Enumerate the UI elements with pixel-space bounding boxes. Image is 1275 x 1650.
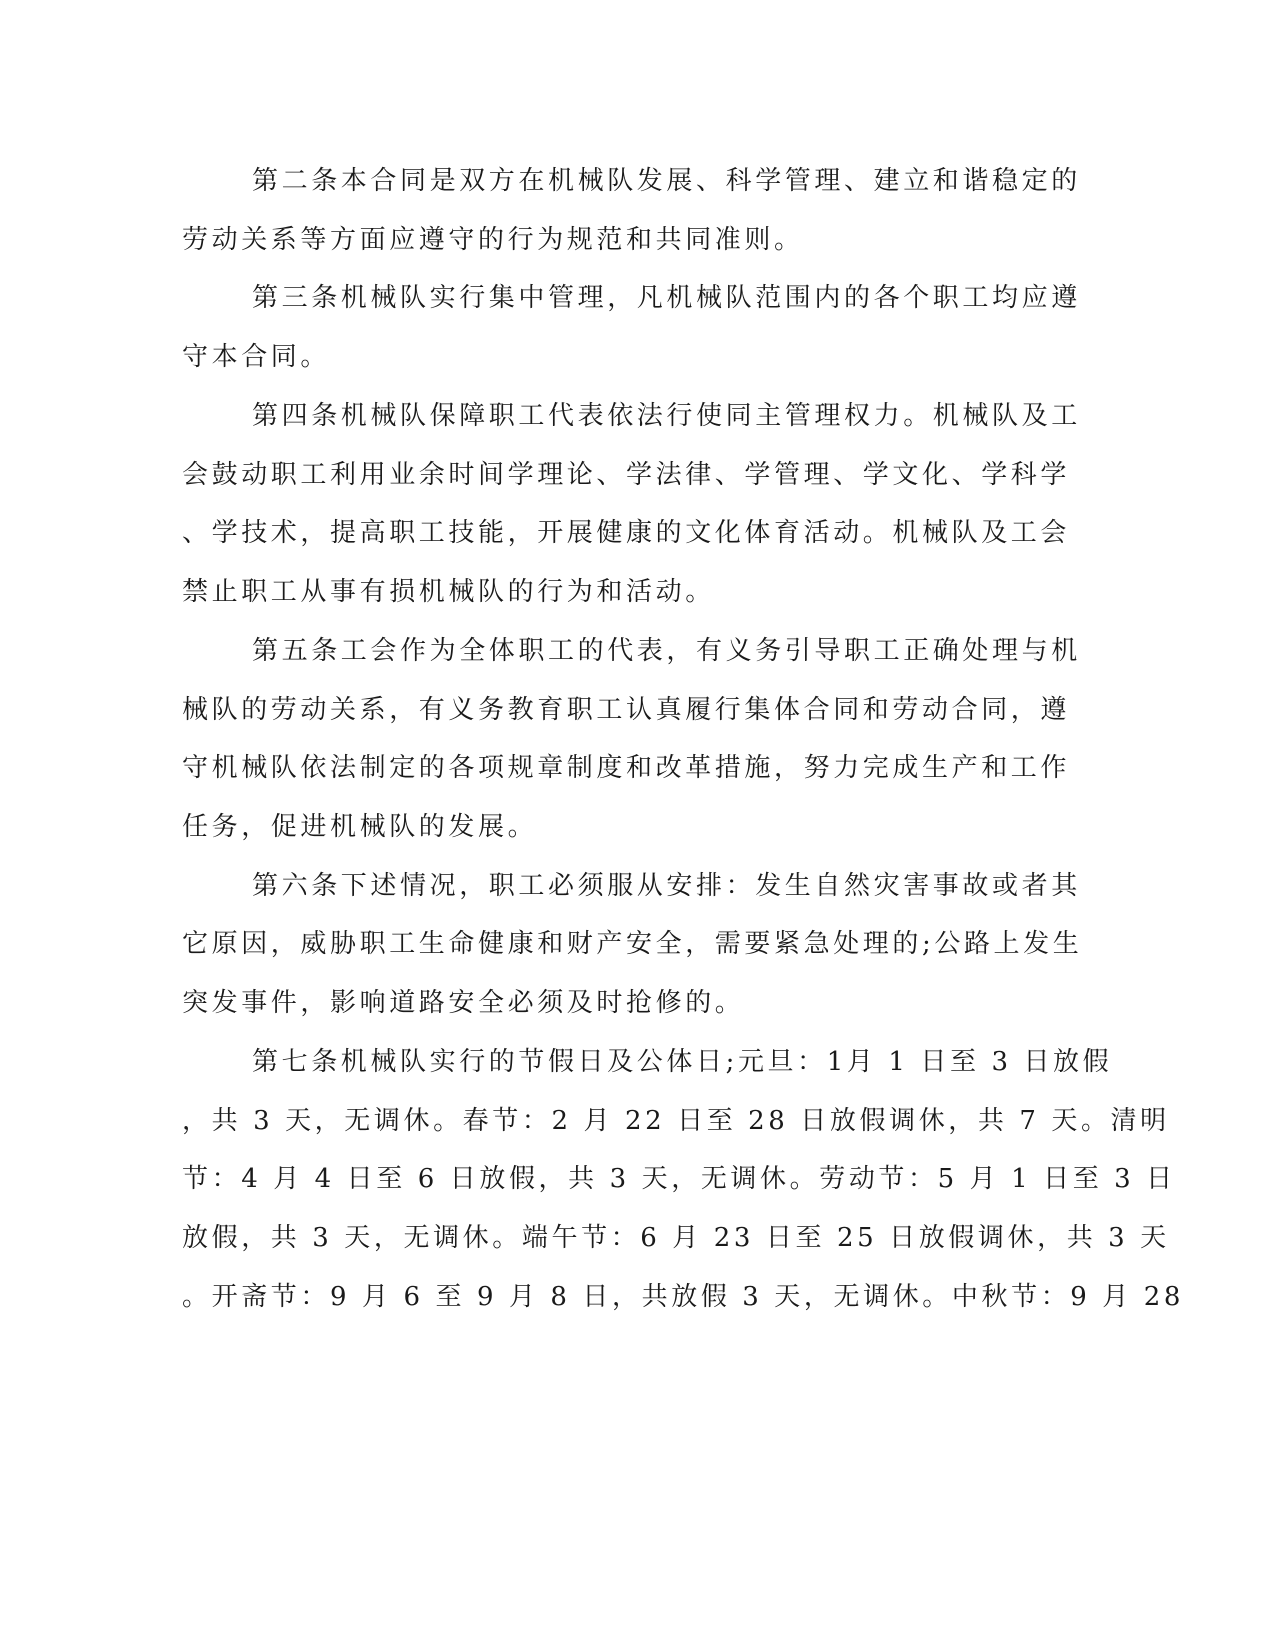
text-line-article-6: 第六条下述情况，职工必须服从安排：发生自然灾害事故或者其 — [252, 871, 1081, 901]
text-line: 它原因，威胁职工生命健康和财产安全，需要紧急处理的;公路上发生 — [182, 929, 1083, 959]
text-line: 守本合同。 — [182, 342, 331, 372]
text-line-article-4: 第四条机械队保障职工代表依法行使同主管理权力。机械队及工 — [252, 401, 1081, 431]
text-line: 禁止职工从事有损机械队的行为和活动。 — [182, 577, 715, 607]
text-line-article-2: 第二条本合同是双方在机械队发展、科学管理、建立和谐稳定的 — [252, 166, 1081, 196]
text-line: 、学技术，提高职工技能，开展健康的文化体育活动。机械队及工会 — [182, 518, 1071, 548]
text-line: 放假，共 3 天，无调休。端午节：6 月 23 日至 25 日放假调休，共 3 天 — [182, 1223, 1170, 1253]
text-line-article-7: 第七条机械队实行的节假日及公体日;元旦：1月 1 日至 3 日放假 — [252, 1047, 1113, 1077]
text-line: 会鼓动职工利用业余时间学理论、学法律、学管理、学文化、学科学 — [182, 460, 1071, 490]
text-line: 劳动关系等方面应遵守的行为规范和共同准则。 — [182, 225, 804, 255]
text-line-article-5: 第五条工会作为全体职工的代表，有义务引导职工正确处理与机 — [252, 636, 1081, 666]
text-line: 。开斋节：9 月 6 至 9 月 8 日，共放假 3 天，无调休。中秋节：9 月 28 — [182, 1282, 1185, 1312]
text-line-article-3: 第三条机械队实行集中管理，凡机械队范围内的各个职工均应遵 — [252, 283, 1081, 313]
text-line: 守机械队依法制定的各项规章制度和改革措施，努力完成生产和工作 — [182, 753, 1071, 783]
text-line: 突发事件，影响道路安全必须及时抢修的。 — [182, 988, 745, 1018]
text-line: ，共 3 天，无调休。春节：2 月 22 日至 28 日放假调休，共 7 天。清明 — [182, 1106, 1170, 1136]
text-line: 械队的劳动关系，有义务教育职工认真履行集体合同和劳动合同，遵 — [182, 695, 1071, 725]
text-line: 任务，促进机械队的发展。 — [182, 812, 538, 842]
text-line: 节：4 月 4 日至 6 日放假，共 3 天，无调休。劳动节：5 月 1 日至 3 日 — [182, 1164, 1176, 1194]
